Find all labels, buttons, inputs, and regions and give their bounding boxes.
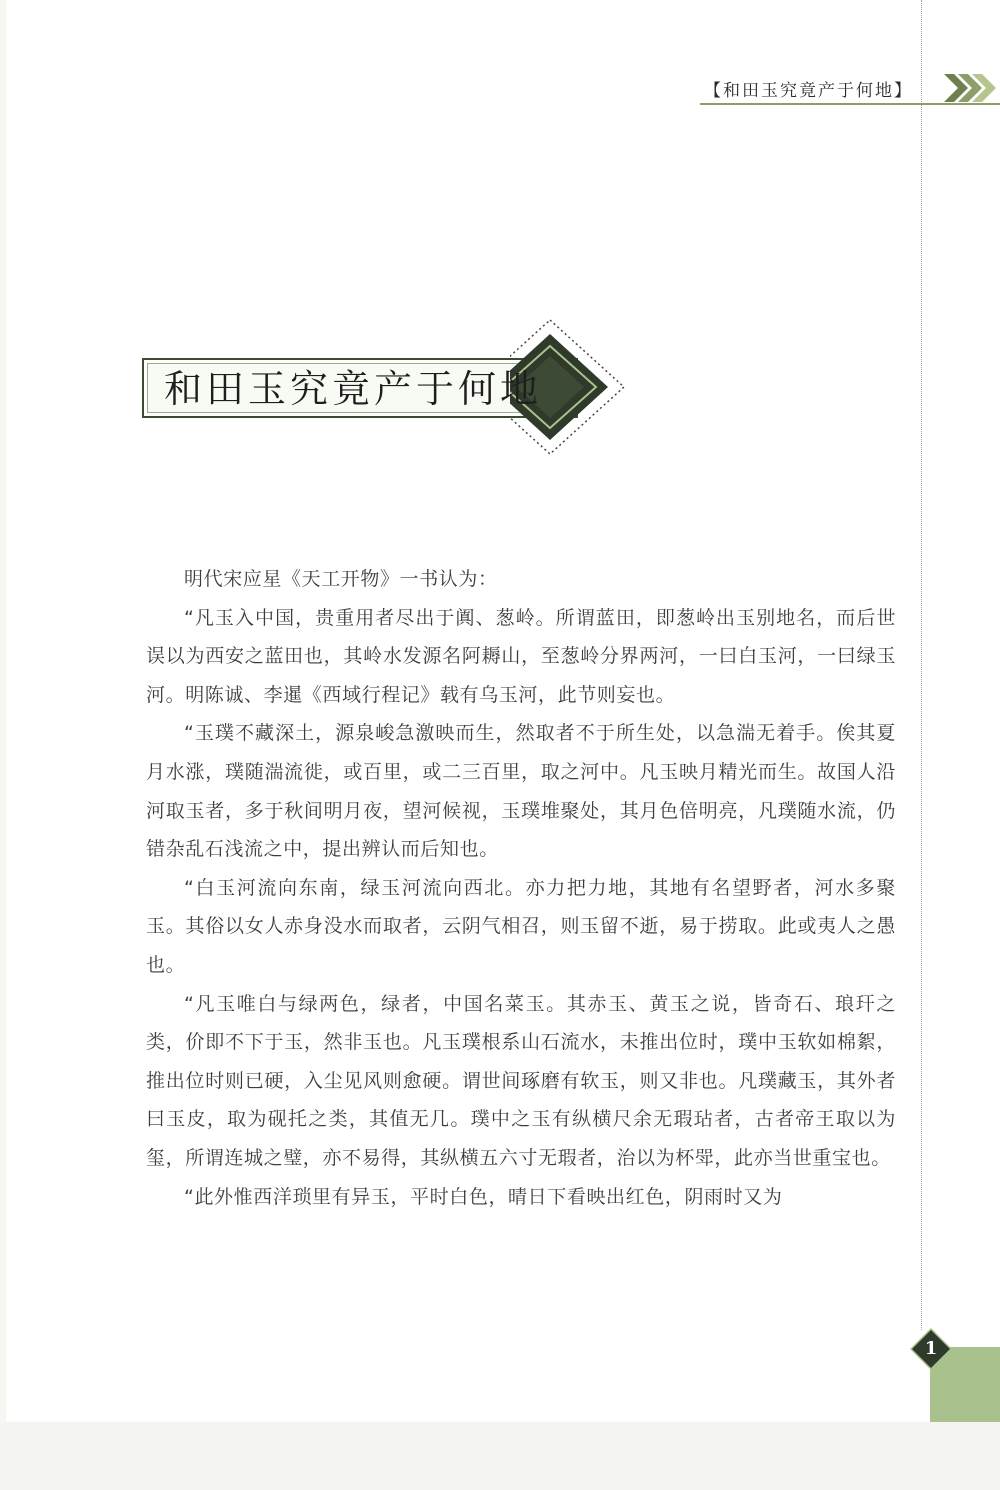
chapter-title: 和田玉究竟产于何地 [164,367,543,411]
running-header-text: 【和田玉究竟产于何地】 [704,80,913,101]
running-header [700,74,917,102]
paragraph: “凡玉入中国，贵重用者尽出于阗、葱岭。所谓蓝田，即葱岭出玉别地名，而后世误以为西安之蓝田也，其岭水发源名阿耨山，至葱岭分界两河，一曰白玉河，一曰绿玉河。明陈诚、李暹《西域行程记》载有乌玉河，此节则妄也。 [146,606,896,706]
paragraph: “此外惟西洋琐里有异玉，平时白色，晴日下看映出红色，阴雨时又为 [184,1185,783,1208]
scan-bottom-band [0,1422,1000,1490]
body-text [146,560,896,1216]
paragraph: “白玉河流向东南，绿玉河流向西北。亦力把力地，其地有名望野者，河水多聚玉。其俗以女人赤身没水而取者，云阴气相召，则玉留不逝，易于捞取。此或夷人之愚也。 [146,876,896,976]
paragraph: “凡玉唯白与绿两色，绿者，中国名菜玉。其赤玉、黄玉之说，皆奇石、琅玕之类，价即不下于玉，然非玉也。凡玉璞根系山石流水，未推出位时，璞中玉软如棉絮，推出位时则已硬，入尘见风则愈硬。谓世间琢磨有软玉，则又非也。凡璞藏玉，其外者曰玉皮，取为砚托之类，其值无几。璞中之玉有纵横尺余无瑕玷者，古者帝王取以为玺，所谓连城之璧，亦不易得，其纵横五六寸无瑕者，治以为杯斝，此亦当世重宝也。 [146,992,896,1169]
paragraph: “玉璞不藏深土，源泉峻急激映而生，然取者不于所生处，以急湍无着手。俟其夏月水涨，璞随湍流徙，或百里，或二三百里，取之河中。凡玉映月精光而生。故国人沿河取玉者，多于秋间明月夜，望河候视，玉璞堆聚处，其月色倍明亮，凡璞随水流，仍错杂乱石浅流之中，提出辨认而后知也。 [146,722,896,861]
scan-left-edge [0,0,6,1422]
margin-dotted-guide [921,0,922,1330]
chevron-arrows-icon [944,72,1000,104]
paragraph: 明代宋应星《天工开物》一书认为： [184,568,498,590]
page-number: 1 [924,1338,938,1359]
